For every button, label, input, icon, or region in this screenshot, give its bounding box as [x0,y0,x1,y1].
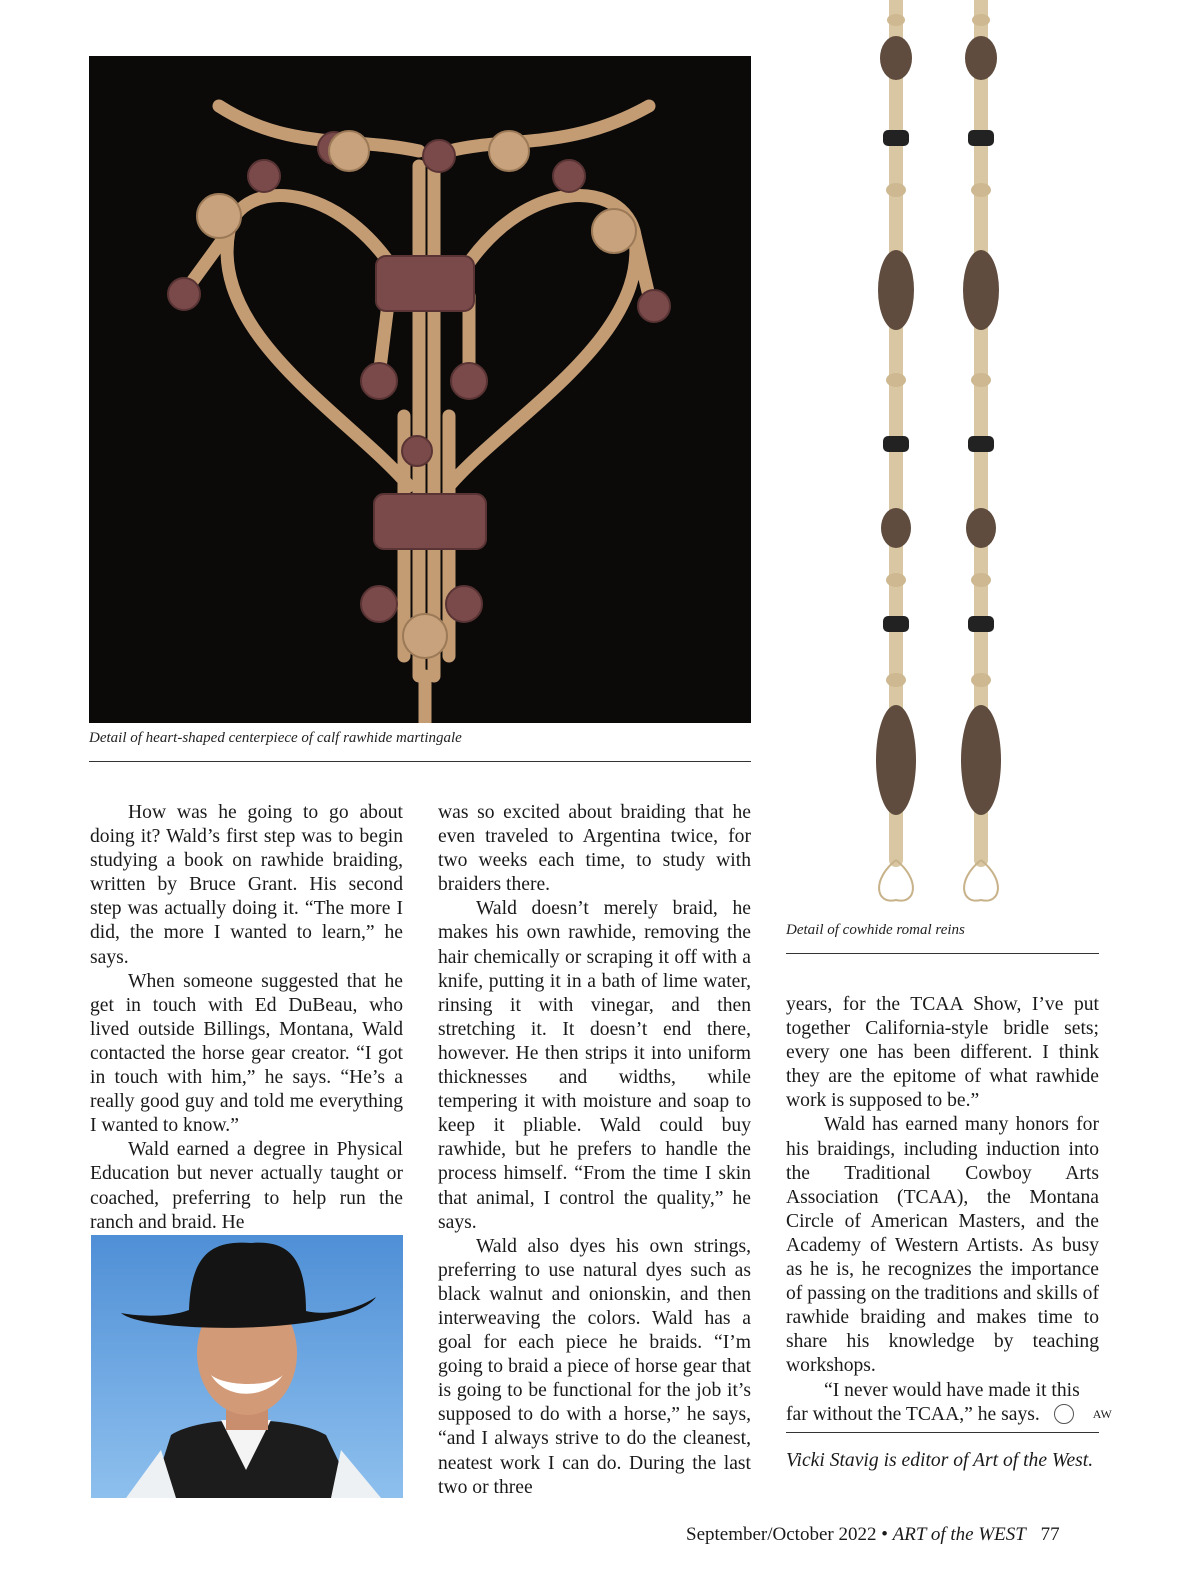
paragraph: Wald doesn’t merely braid, he makes his own rawhide, removing the hair chemically or scraping it off with a knife, putting it in a bath of lime water, rinsing it with vinegar, and then stretching it. It doesn’t end there, however. He then strips it into uniform thicknesses and widths, while tempering it with moisture and soap to keep it pliable. Wald could buy rawhide, but he prefers to handle the process himself. “From the time I skin that animal, I control the quality,” he says. [438,898,751,1233]
author-byline: Vicki Stavig is editor of Art of the West. [786,1450,1094,1471]
reins-caption-rule [786,953,1099,954]
issue-date: September/October 2022 [686,1524,877,1545]
paragraph: Wald has earned many honors for his braidings, including induction into the Traditional Cowboy Arts Association (TCAA), the Montana Circle of American Masters, and the Academy of Western Artists. As busy as he is, he recognizes the importance of passing on the traditions and skills of rawhide braiding and makes time to share his knowledge by teaching workshops. [786,1114,1099,1377]
cowhide-romal-reins-photo [866,0,1026,905]
article-column-1 [90,801,403,1235]
paragraph: “I never would have made it this far without the TCAA,” he says. AW [786,1379,1112,1425]
martingale-caption-rule [89,761,751,762]
page-footer [686,1524,1060,1546]
portrait-photo [91,1235,403,1498]
magazine-title: ART of the WEST [892,1524,1026,1545]
reins-photo [866,0,1026,905]
paragraph: was so excited about braiding that he even traveled to Argentina twice, for two weeks each time, to study with braiders there. [438,802,751,896]
paragraph: How was he going to go about doing it? Wald’s first step was to begin studying a book on rawhide braiding, written by Bruce Grant. His second step was actually doing it. “The more I did, the more I wanted to learn,” he says. [90,802,403,968]
article-column-3 [786,993,1112,1427]
paragraph: years, for the TCAA Show, I’ve put together California-style bridle sets; every one has been different. I think they are the epitome of what rawhide work is supposed to be.” [786,994,1099,1112]
paragraph: Wald earned a degree in Physical Education but never actually taught or coached, preferring to help run the ranch and braid. He [90,1139,403,1233]
man-in-black-cowboy-hat-portrait [91,1235,403,1498]
page-number: 77 [1040,1524,1060,1545]
article-column-2 [438,801,751,1500]
reins-caption: Detail of cowhide romal reins [786,922,965,938]
martingale-caption: Detail of heart-shaped centerpiece of calf rawhide martingale [89,730,462,746]
paragraph: Wald also dyes his own strings, preferring to use natural dyes such as black walnut and onionskin, and then interweaving the colors. Wald has a goal for each piece he braids. “I’m going to braid a piece of horse gear that is going to be functional for the job it’s supposed to do with a horse,” he says, “and I always strive to do the cleanest, neatest work I can do. During the last two or three [438,1235,751,1498]
martingale-photo [89,56,751,723]
byline-rule [786,1432,1099,1433]
heart-shaped-rawhide-martingale-photo [89,56,751,723]
footer-bullet: • [881,1524,888,1545]
end-mark-icon: AW [1054,1404,1074,1424]
paragraph: When someone suggested that he get in touch with Ed DuBeau, who lived outside Billings, Montana, Wald contacted the horse gear creator. “I got in touch with him,” he says. “He’s a really good guy and told me everything I wanted to know.” [90,970,403,1137]
